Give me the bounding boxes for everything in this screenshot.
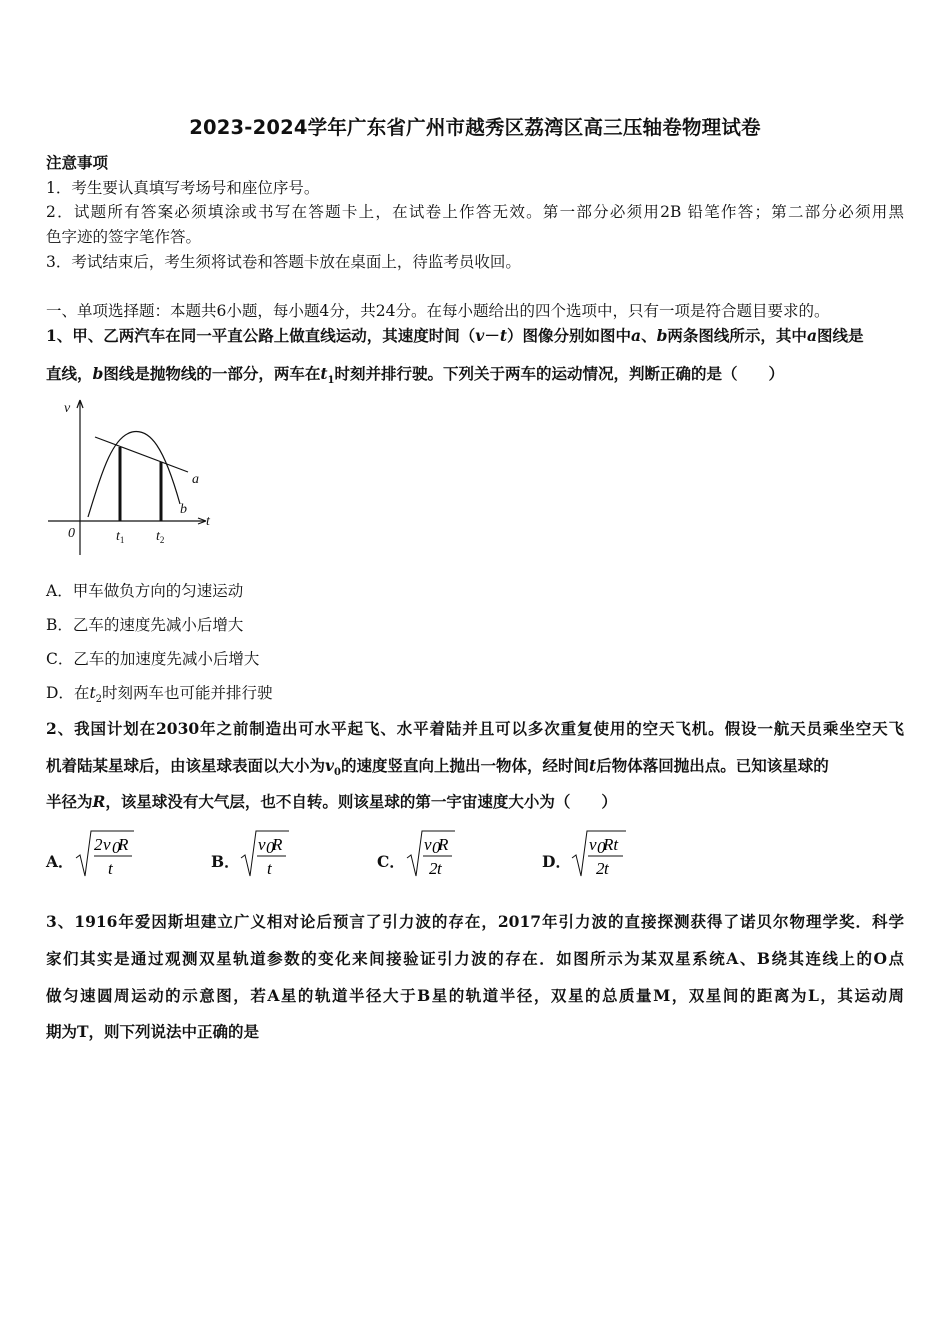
question-2-line-1: 2、我国计划在2030年之前制造出可水平起飞、水平着陆并且可以多次重复使用的空天飞机。假设一航天员乘坐空天飞 (46, 719, 904, 738)
svg-text:v: v (589, 835, 597, 854)
question-3-line-1: 3、1916年爱因斯坦建立广义相对论后预言了引力波的存在，2017年引力波的直接探测获得了诺贝尔物理学奖．科学 (46, 912, 904, 931)
svg-text:Rt: Rt (603, 835, 619, 854)
svg-text:2: 2 (596, 859, 605, 878)
q2-option-d-formula (570, 828, 628, 884)
t2-label: $t_2$ (156, 529, 165, 545)
question-3-line-3: 做匀速圆周运动的示意图，若A星的轨道半径大于B星的轨道半径，双星的总质量M，双星间的距离为L，其运动周 (46, 986, 904, 1005)
vt-graph (40, 392, 220, 561)
question-2-line-2: 机着陆某星球后，由该星球表面以大小为$v_0$的速度竖直向上抛出一物体，经时间t后物体落回抛出点。已知该星球的 (46, 756, 829, 779)
b-label: b (180, 502, 187, 517)
svg-text:0: 0 (597, 838, 606, 857)
line-a (95, 437, 188, 472)
q1-option-d: D．在$t_2$时刻两车也可能并排行驶 (46, 684, 273, 706)
question-1-line-1: 1、甲、乙两汽车在同一平直公路上做直线运动，其速度时间（v－t）图像分别如图中a、b两条图线所示，其中a图线是 (46, 326, 864, 345)
v-label: v (64, 401, 71, 416)
svg-text:t: t (437, 859, 442, 878)
a-label: a (192, 472, 199, 487)
svg-text:2: 2 (94, 835, 103, 854)
notice-item-2-cont: 色字迹的签字笔作答。 (46, 228, 202, 246)
q1-option-c: C．乙车的加速度先减小后增大 (46, 650, 260, 668)
section-heading: 一、单项选择题：本题共6小题，每小题4分，共24分。在每小题给出的四个选项中，只有一项是符合题目要求的。 (46, 302, 830, 320)
svg-text:0: 0 (432, 838, 441, 857)
notice-item-3: 3．考试结束后，考生须将试卷和答题卡放在桌面上，待监考员收回。 (46, 253, 521, 271)
curve-b (88, 431, 180, 517)
svg-text:t: t (108, 859, 113, 878)
svg-text:R: R (272, 835, 283, 854)
notice-item-2: 2．试题所有答案必须填涂或书写在答题卡上，在试卷上作答无效。第一部分必须用2B 铅笔作答；第二部分必须用黑 (46, 203, 904, 221)
t1-label: $t_1$ (116, 529, 125, 545)
svg-text:R: R (438, 835, 449, 854)
svg-text:t: t (604, 859, 609, 878)
origin-label: 0 (68, 526, 75, 541)
notice-heading: 注意事项 (46, 153, 109, 172)
q2-option-c-formula (405, 828, 457, 884)
question-2-line-3: 半径为R，该星球没有大气层，也不自转。则该星球的第一宇宙速度大小为（ ） (46, 792, 617, 811)
q1-option-a: A．甲车做负方向的匀速运动 (46, 582, 244, 600)
svg-text:v: v (424, 835, 432, 854)
question-3-line-2: 家们其实是通过观测双星轨道参数的变化来间接验证引力波的存在．如图所示为某双星系统A、B绕其连线上的O点 (46, 949, 904, 968)
q2-option-c-label: C． (377, 852, 405, 871)
page-title: 2023-2024学年广东省广州市越秀区荔湾区高三压轴卷物理试卷 (189, 116, 761, 139)
svg-text:0: 0 (266, 838, 275, 857)
question-3-line-4: 期为T，则下列说法中正确的是 (46, 1022, 260, 1041)
q2-option-b-label: B． (211, 852, 240, 871)
svg-text:t: t (267, 859, 272, 878)
svg-text:v: v (103, 835, 111, 854)
q1-option-b: B．乙车的速度先减小后增大 (46, 616, 244, 634)
notice-item-1: 1．考生要认真填写考场号和座位序号。 (46, 179, 320, 197)
svg-text:v: v (258, 835, 266, 854)
q2-option-a-formula (74, 828, 136, 884)
question-1-line-2: 直线，b图线是抛物线的一部分，两车在$t_1$时刻并排行驶。下列关于两车的运动情况，判断正确的是（ ） (46, 364, 785, 387)
q2-option-d-label: D． (542, 852, 571, 871)
t-label: t (206, 514, 210, 529)
svg-text:2: 2 (429, 859, 438, 878)
q2-option-a-label: A． (46, 852, 74, 871)
q2-option-b-formula (239, 828, 291, 884)
svg-text:0: 0 (112, 838, 121, 857)
svg-text:R: R (118, 835, 129, 854)
